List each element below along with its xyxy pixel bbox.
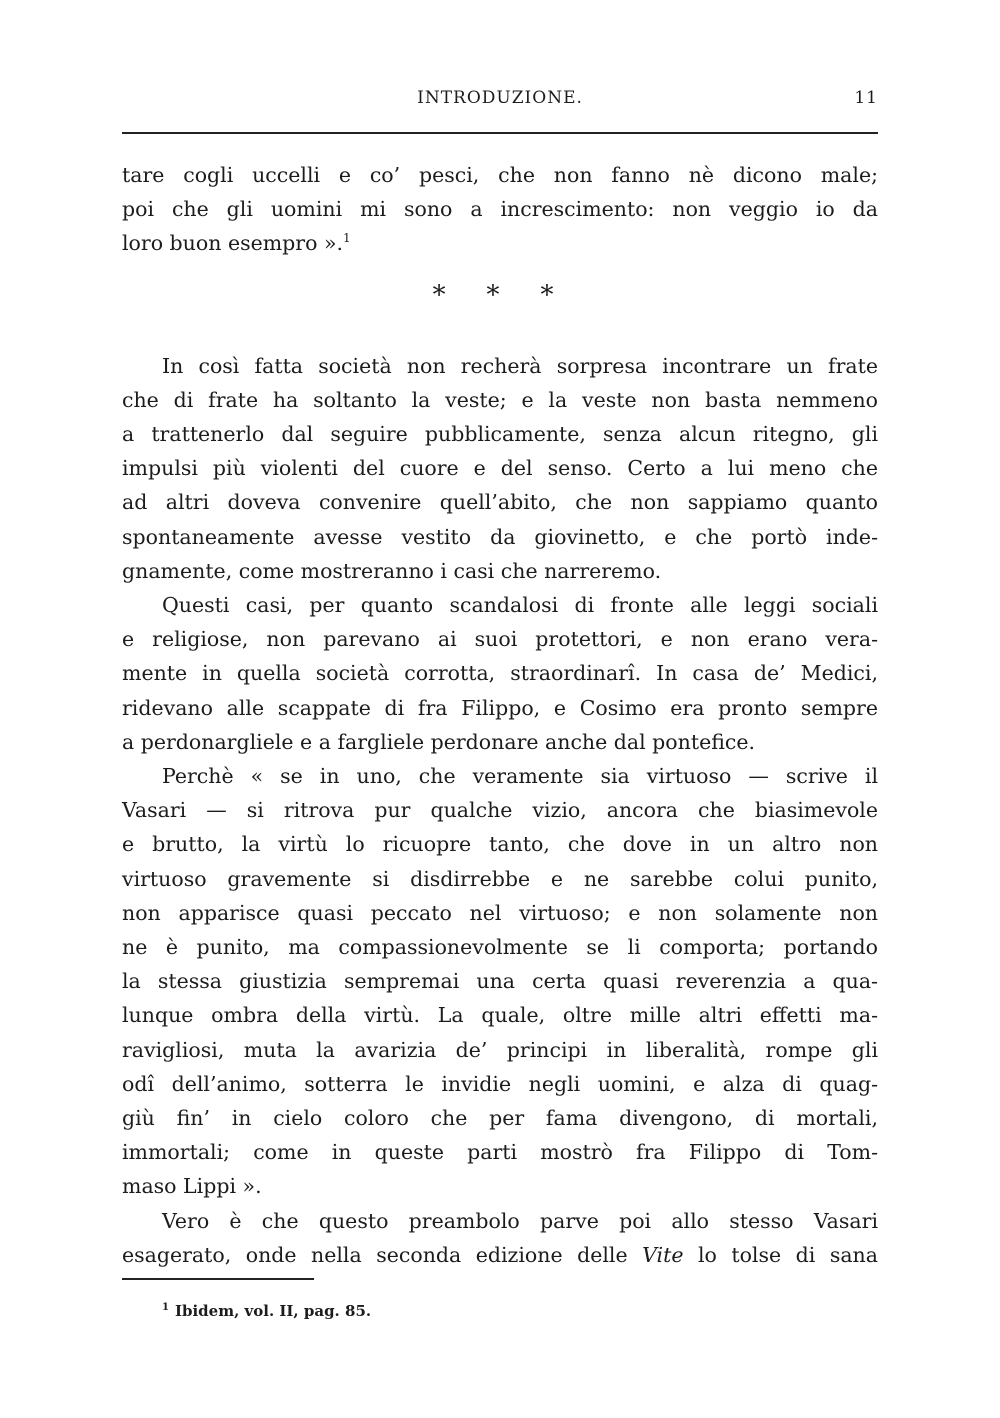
- header-rule: [122, 132, 878, 134]
- text-line: Questi casi, per quanto scandalosi di fronte alle leggi sociali: [162, 593, 878, 618]
- text-line: [122, 1238, 878, 1272]
- footnote: [162, 1302, 371, 1320]
- text-line: mente in quella società corrotta, straordinarî. In casa de’ Medici,: [122, 661, 878, 686]
- text-line: a trattenerlo dal seguire pubblicamente, senza alcun ritegno, gli: [122, 422, 878, 447]
- text-line: ad altri doveva convenire quell’abito, che non sappiamo quanto: [122, 490, 878, 515]
- text-line: ridevano alle scappate di fra Filippo, e Cosimo era pronto sempre: [122, 695, 878, 720]
- text-line-content: loro buon esempro ».: [122, 231, 344, 256]
- paragraph: [122, 588, 878, 759]
- text-line: immortali; come in queste parti mostrò fra Filippo di Tom-: [122, 1140, 878, 1165]
- text-fragment: esagerato, onde nella seconda edizione delle: [122, 1242, 643, 1267]
- text-line: odî dell’animo, sotterra le invidie negli uomini, e alza di quag-: [122, 1071, 878, 1096]
- text-line: impulsi più violenti del cuore e del senso. Certo a lui meno che: [122, 456, 878, 481]
- page-number: 11: [854, 88, 878, 108]
- text-line: spontaneamente avesse vestito da giovinetto, e che portò inde-: [122, 524, 878, 549]
- text-line: virtuoso gravemente si disdirrebbe e ne sarebbe colui punito,: [122, 866, 878, 891]
- text-line: lunque ombra della virtù. La quale, oltre mille altri effetti ma-: [122, 1003, 878, 1028]
- footnote-rule: [122, 1278, 314, 1280]
- text-line: ravigliosi, muta la avarizia de’ principi in liberalità, rompe gli: [122, 1037, 878, 1062]
- running-title: INTRODUZIONE.: [417, 88, 583, 108]
- footnote-text: Ibidem, vol. II, pag. 85.: [174, 1302, 372, 1320]
- text-line: poi che gli uomini mi sono a increscimento: non veggio io da: [122, 197, 878, 222]
- text-fragment: lo tolse di sana: [683, 1242, 878, 1267]
- text-line: Vero è che questo preambolo parve poi allo stesso Vasari: [162, 1208, 878, 1233]
- body-text: [122, 158, 878, 1272]
- running-head: [122, 88, 878, 114]
- text-line: ne è punito, ma compassionevolmente se li comporta; portando: [122, 935, 878, 960]
- footnote-reference: 1: [343, 231, 351, 246]
- paragraph: [122, 1204, 878, 1272]
- text-line: [122, 226, 878, 260]
- text-line: che di frate ha soltanto la veste; e la veste non basta nemmeno: [122, 387, 878, 412]
- section-break: ∗ ∗ ∗: [430, 274, 570, 305]
- footnote-mark: 1: [162, 1302, 169, 1313]
- text-line: tare cogli uccelli e co’ pesci, che non fanno nè dicono male;: [122, 163, 878, 187]
- paragraph: [122, 349, 878, 588]
- paragraph-quotation: [122, 759, 878, 1204]
- text-line: non apparisce quasi peccato nel virtuoso; e non solamente non: [122, 900, 878, 925]
- text-line: gnamente, come mostreranno i casi che narreremo.: [122, 558, 662, 583]
- text-line: e religiose, non parevano ai suoi protettori, e non erano vera-: [122, 627, 878, 652]
- text-line: Perchè « se in uno, che veramente sia virtuoso — scrive il: [162, 764, 878, 789]
- work-title-vite: Vite: [642, 1242, 684, 1267]
- text-line: a perdonargliele e a fargliele perdonare anche dal pontefice.: [122, 729, 756, 754]
- text-line: In così fatta società non recherà sorpresa incontrare un frate: [162, 353, 878, 378]
- text-line: maso Lippi ».: [122, 1174, 262, 1199]
- text-line: la stessa giustizia sempremai una certa quasi reverenzia a qua-: [122, 969, 878, 994]
- text-line: e brutto, la virtù lo ricuopre tanto, che dove in un altro non: [122, 832, 878, 857]
- paragraph-continuation: [122, 158, 878, 261]
- text-line: Vasari — si ritrova pur qualche vizio, ancora che biasimevole: [122, 798, 878, 823]
- text-line: giù fin’ in cielo coloro che per fama divengono, di mortali,: [122, 1106, 878, 1131]
